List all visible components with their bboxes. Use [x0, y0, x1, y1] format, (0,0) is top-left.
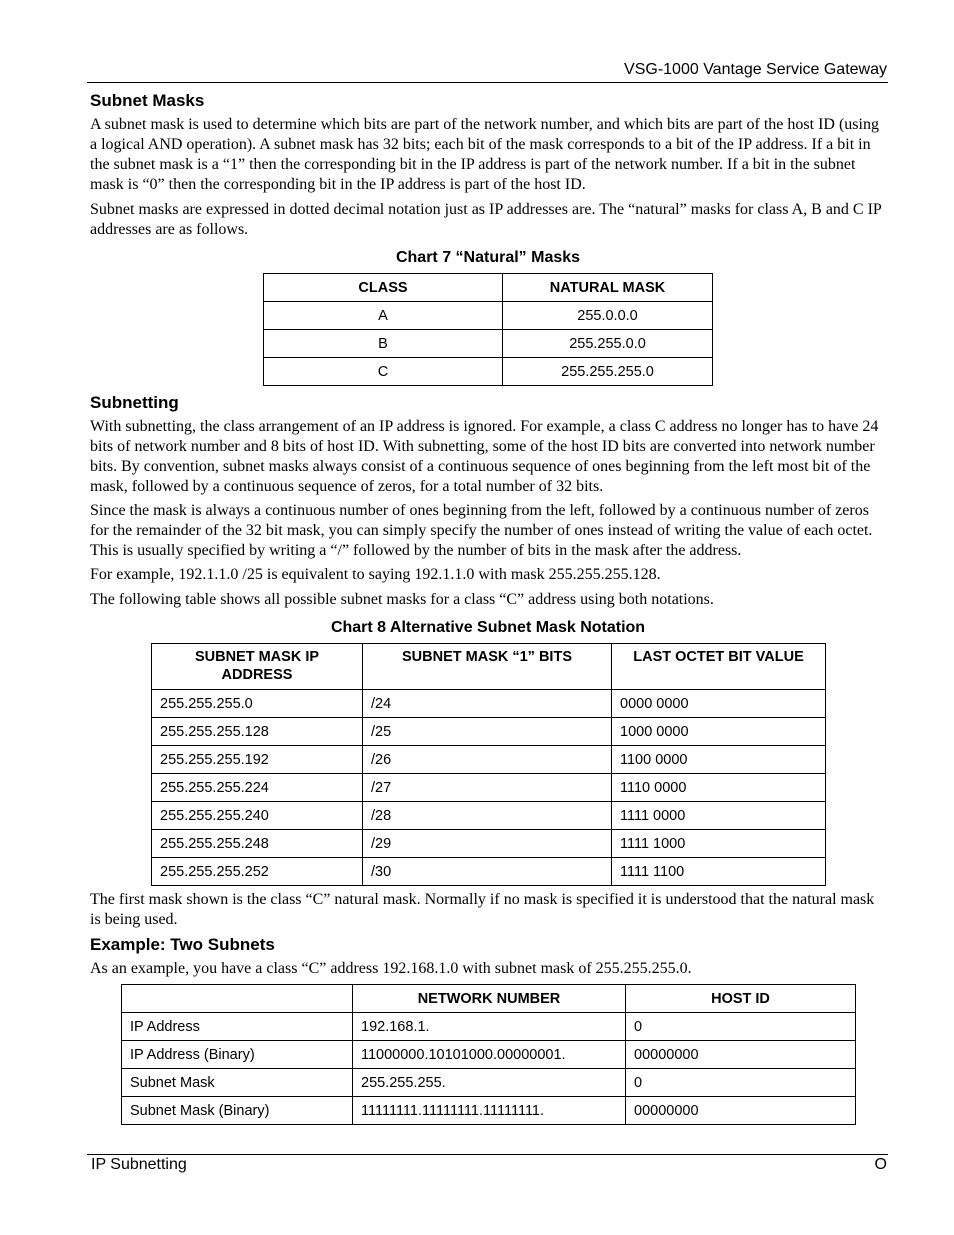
table-cell: /24 — [363, 690, 612, 718]
table-cell: 255.255.255.192 — [152, 746, 363, 774]
table-cell: /26 — [363, 746, 612, 774]
table-row — [264, 358, 713, 386]
table-cell: Subnet Mask — [122, 1069, 353, 1097]
table-row — [122, 1013, 856, 1041]
table-row — [152, 830, 826, 858]
table-cell: 255.255.255.0 — [503, 358, 713, 386]
header-title: VSG-1000 Vantage Service Gateway — [624, 61, 887, 78]
heading-subnetting: Subnetting — [90, 393, 179, 412]
table-cell: 1111 0000 — [612, 802, 826, 830]
table-row — [152, 774, 826, 802]
chart7-table — [263, 273, 713, 386]
column-header — [122, 985, 353, 1013]
table-cell: /27 — [363, 774, 612, 802]
table-cell: 255.255.255.0 — [152, 690, 363, 718]
table-header-row — [152, 644, 826, 690]
table-cell: C — [264, 358, 503, 386]
table-cell: /30 — [363, 858, 612, 886]
table-cell: /29 — [363, 830, 612, 858]
column-header: CLASS — [264, 274, 503, 302]
paragraph: Since the mask is always a continuous number of ones beginning from the left, followed by a continuous number of zeros for the remainder of the 32 bit mask, you can simply specify the number of ones instead of writing the value of each octet. This is usually specified by writing a “/” followed by the number of bits in the mask after the address. — [90, 502, 873, 559]
table-cell: 255.255.255.252 — [152, 858, 363, 886]
table-header-row — [264, 274, 713, 302]
table-cell: 1110 0000 — [612, 774, 826, 802]
table-cell: 255.255.0.0 — [503, 330, 713, 358]
table-row — [152, 802, 826, 830]
table-cell: 00000000 — [626, 1097, 856, 1125]
table-row — [264, 302, 713, 330]
heading-subnet-masks: Subnet Masks — [90, 91, 205, 110]
table-row — [152, 718, 826, 746]
table-cell: 255.255.255. — [353, 1069, 626, 1097]
table-cell: 11000000.10101000.00000001. — [353, 1041, 626, 1069]
column-header: NATURAL MASK — [503, 274, 713, 302]
table-cell: Subnet Mask (Binary) — [122, 1097, 353, 1125]
column-header: SUBNET MASK “1” BITS — [363, 644, 612, 690]
table-cell: 1100 0000 — [612, 746, 826, 774]
paragraph: As an example, you have a class “C” address 192.168.1.0 with subnet mask of 255.255.255.0. — [90, 960, 692, 977]
paragraph: For example, 192.1.1.0 /25 is equivalent to saying 192.1.1.0 with mask 255.255.255.128. — [90, 566, 661, 583]
paragraph: The following table shows all possible subnet masks for a class “C” address using both notations. — [90, 591, 714, 608]
table-cell: 00000000 — [626, 1041, 856, 1069]
table-cell: 192.168.1. — [353, 1013, 626, 1041]
table-cell: B — [264, 330, 503, 358]
chart8-title: Chart 8 Alternative Subnet Mask Notation — [330, 619, 646, 636]
table-cell: /25 — [363, 718, 612, 746]
table-cell: 0 — [626, 1013, 856, 1041]
column-header: LAST OCTET BIT VALUE — [612, 644, 826, 690]
page-content — [90, 90, 886, 1125]
table-row — [122, 1069, 856, 1097]
table-cell: IP Address (Binary) — [122, 1041, 353, 1069]
chart7-title: Chart 7 “Natural” Masks — [395, 249, 581, 266]
page-header — [87, 60, 888, 83]
table-cell: 255.255.255.128 — [152, 718, 363, 746]
table-row — [152, 690, 826, 718]
table-cell: 0 — [626, 1069, 856, 1097]
table-row — [152, 858, 826, 886]
table-cell: 255.255.255.240 — [152, 802, 363, 830]
footer-section-title: IP Subnetting — [91, 1156, 187, 1173]
table-cell: 11111111.11111111.11111111. — [353, 1097, 626, 1125]
table-cell: 1111 1000 — [612, 830, 826, 858]
page-number: O — [874, 1156, 887, 1173]
table-cell: 255.255.255.224 — [152, 774, 363, 802]
paragraph: With subnetting, the class arrangement of an IP address is ignored. For example, a class C address no longer has to have 24 bits of network number and 8 bits of host ID. With subnetting, some of the host ID bits are converted into network number bits. By convention, subnet masks always consist of a continuous sequence of ones beginning from the left most bit of the mask, followed by a continuous sequence of zeros, for a total number of 32 bits. — [90, 418, 879, 495]
heading-example: Example: Two Subnets — [90, 935, 275, 954]
paragraph: A subnet mask is used to determine which bits are part of the network number, and which bits are part of the host ID (using a logical AND operation). A subnet mask has 32 bits; each bit of the mask corresponds to a bit of the IP address. If a bit in the subnet mask is a “1” then the corresponding bit in the IP address is part of the network number. If a bit in the subnet mask is “0” then the corresponding bit in the IP address is part of the host ID. — [90, 116, 879, 193]
column-header: NETWORK NUMBER — [353, 985, 626, 1013]
table-row — [122, 1041, 856, 1069]
table-cell: A — [264, 302, 503, 330]
table-cell: 255.0.0.0 — [503, 302, 713, 330]
table-cell: 1000 0000 — [612, 718, 826, 746]
table-cell: IP Address — [122, 1013, 353, 1041]
example-table — [121, 984, 856, 1125]
column-header: SUBNET MASK IP ADDRESS — [152, 644, 363, 690]
table-cell: /28 — [363, 802, 612, 830]
table-cell: 1111 1100 — [612, 858, 826, 886]
table-row — [122, 1097, 856, 1125]
chart8-table — [151, 643, 826, 886]
table-cell: 255.255.255.248 — [152, 830, 363, 858]
paragraph: The first mask shown is the class “C” natural mask. Normally if no mask is specified it is understood that the natural mask is being used. — [90, 891, 875, 928]
table-header-row — [122, 985, 856, 1013]
page-footer — [87, 1154, 888, 1179]
paragraph: Subnet masks are expressed in dotted decimal notation just as IP addresses are. The “natural” masks for class A, B and C IP addresses are as follows. — [90, 201, 882, 238]
table-row — [152, 746, 826, 774]
table-row — [264, 330, 713, 358]
column-header: HOST ID — [626, 985, 856, 1013]
table-cell: 0000 0000 — [612, 690, 826, 718]
